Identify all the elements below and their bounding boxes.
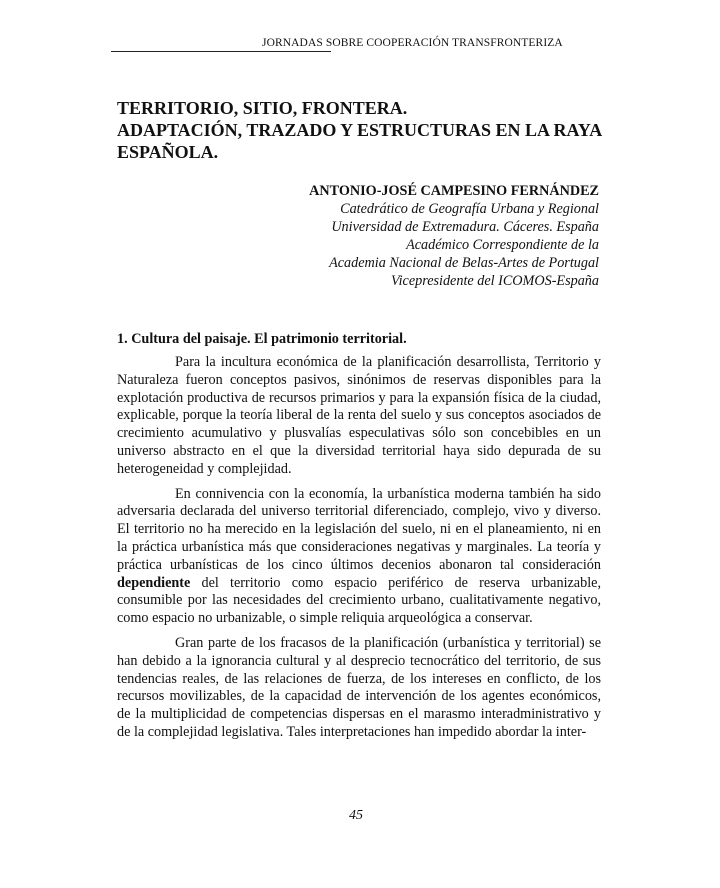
- title-line: ESPAÑOLA.: [117, 142, 219, 162]
- author-block: [309, 182, 599, 290]
- article-title: [117, 97, 607, 163]
- header-rule: [111, 51, 331, 52]
- author-name: ANTONIO-JOSÉ CAMPESINO FERNÁNDEZ: [309, 183, 599, 199]
- body-text: [117, 354, 601, 749]
- emphasis-text: dependiente: [117, 574, 191, 591]
- author-affiliation: Academia Nacional de Belas-Artes de Portugal: [329, 255, 599, 271]
- section-heading-text: 1. Cultura del paisaje. El patrimonio territorial: [117, 331, 404, 347]
- section-heading-punct: .: [403, 331, 407, 347]
- title-line: ADAPTACIÓN, TRAZADO Y ESTRUCTURAS EN LA RAYA: [117, 120, 603, 140]
- paragraph: Para la incultura económica de la planificación desarrollista, Territorio y Naturaleza fueron conceptos pasivos, sinónimos de reservas disponibles para la explotación productiva de recursos primarios y para la expansión física de la ciudad, explicable, porque la teoría liberal de la renta del suelo y sus conceptos asociados de crecimiento acumulativo y plusvalías especulativas sólo son concebibles en un universo abstracto en el que la diversidad territorial haya sido depurada de su heterogeneidad y complejidad.: [117, 354, 601, 477]
- page-number: 45: [349, 808, 363, 823]
- author-affiliation: Catedrático de Geografía Urbana y Regional: [340, 201, 599, 217]
- author-affiliation: Vicepresidente del ICOMOS-España: [390, 273, 599, 289]
- running-header: JORNADAS SOBRE COOPERACIÓN TRANSFRONTERIZA: [262, 37, 563, 49]
- author-affiliation: Académico Correspondiente de la: [406, 237, 599, 253]
- title-line: TERRITORIO, SITIO, FRONTERA.: [117, 98, 408, 118]
- paragraph-text: del territorio como espacio periférico de reserva urbanizable, consumible por las necesidades del crecimiento urbano, cualitativamente negativo, como espacio no urbanizable, o simple reliquia arqueológica a conservar.: [117, 574, 601, 627]
- author-affiliation: Universidad de Extremadura. Cáceres. España: [331, 219, 599, 235]
- paragraph-text: En connivencia con la economía, la urbanística moderna también ha sido adversaria declarada del universo territorial diferenciado, complejo, vivo y diverso. El territorio no ha merecido en la legislación del suelo, ni en el planeamiento, ni en la práctica urbanística más que consideraciones negativas y marginales. La teoría y práctica urbanísticas de los cinco últimos decenios abonaron tal consideración: [117, 485, 601, 573]
- paragraph: Gran parte de los fracasos de la planificación (urbanística y territorial) se han debido a la ignorancia cultural y al desprecio tecnocrático del territorio, de sus tendencias reales, de las relaciones de fuerza, de los intereses en conflicto, de los recursos movilizables, de la capacidad de intervención de los agentes económicos, de la multiplicidad de competencias dispersas en el marasmo interadministrativo y de la complejidad legislativa. Tales interpretaciones han impedido abordar la inter-: [117, 634, 601, 740]
- paragraph: [117, 486, 601, 628]
- section-heading: [117, 331, 407, 348]
